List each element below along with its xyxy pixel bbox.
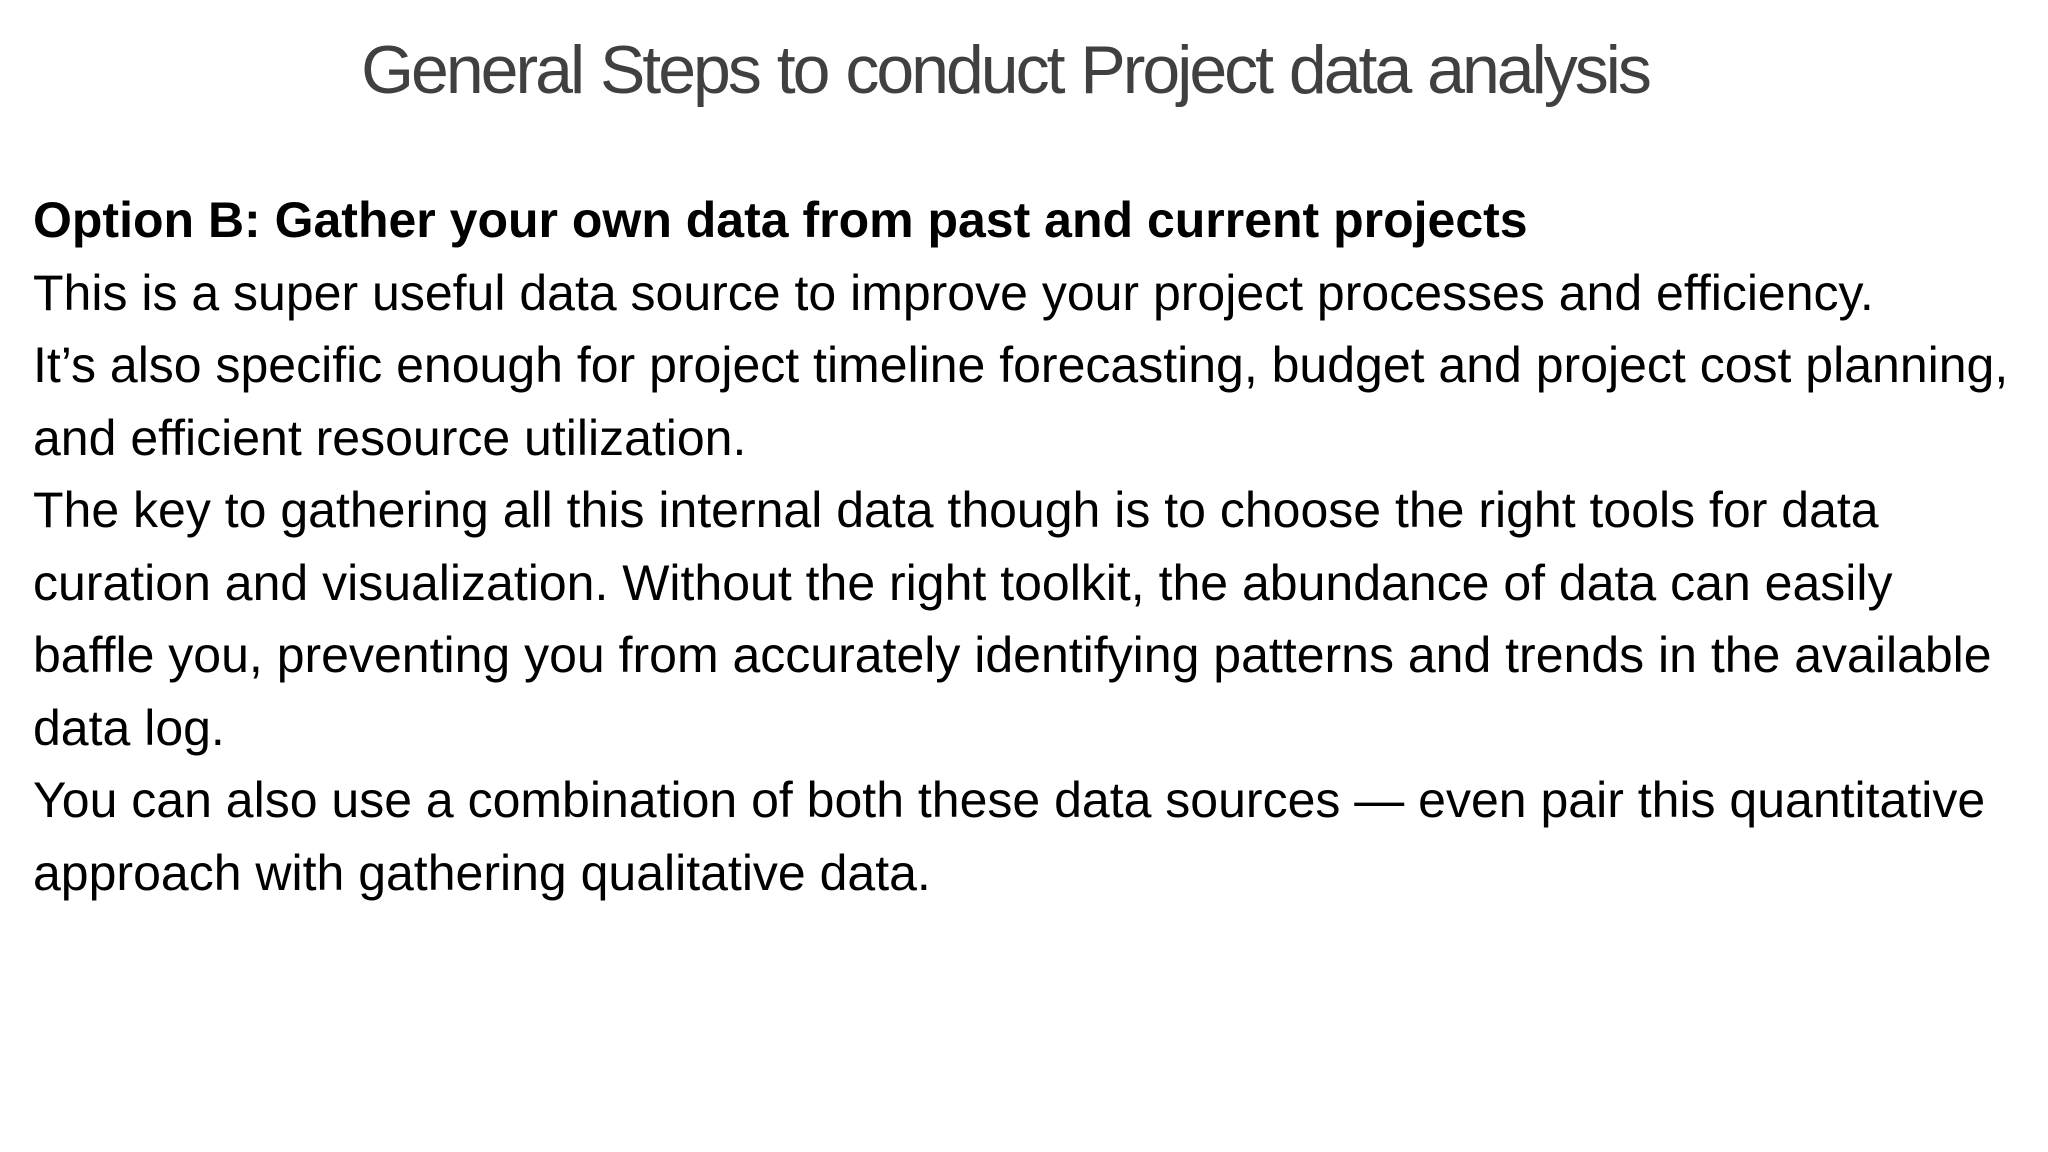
body-paragraph-specific: It’s also specific enough for project timeline forecasting, budget and project cost planning, and efficient resource utilization. (33, 337, 2009, 466)
option-heading: Option B: Gather your own data from past and current projects (33, 192, 1528, 248)
slide-body (33, 184, 2023, 909)
slide-title: General Steps to conduct Project data analysis (361, 32, 1649, 108)
body-paragraph-combination: You can also use a combination of both these data sources — even pair this quantitative approach with gathering qualitative data. (33, 772, 1986, 901)
body-paragraph-data-source: This is a super useful data source to improve your project processes and efficiency. (33, 264, 1874, 321)
body-paragraph-tools: The key to gathering all this internal data though is to choose the right tools for data curation and visualization. Without the right toolkit, the abundance of data can easily baffle you, preventing you from accurately identifying patterns and trends in the available data log. (33, 482, 1992, 756)
